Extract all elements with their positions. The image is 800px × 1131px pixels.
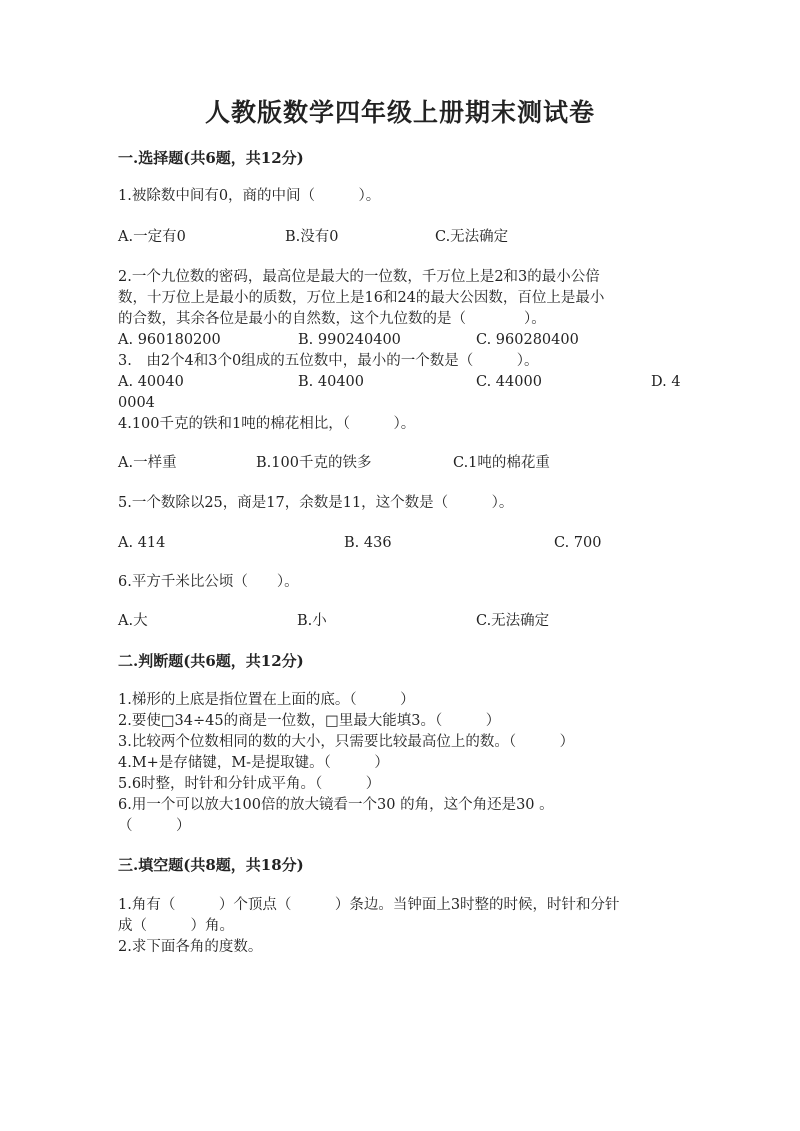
option-c: C. 700 (554, 535, 602, 551)
question-stem-cont: 数，十万位上是最小的质数，万位上是16和24的最大公因数，百位上是最小 (118, 290, 605, 306)
option-b: B. 40400 (298, 374, 365, 390)
section-heading-choice: 一.选择题(共6题，共12分) (118, 149, 304, 167)
section-heading-judgement: 二.判断题(共6题，共12分) (118, 652, 304, 670)
question-stem: 4.100千克的铁和1吨的棉花相比，（ ）。 (118, 416, 416, 432)
option-b: B.小 (297, 613, 327, 629)
option-b: B.100千克的铁多 (256, 455, 372, 471)
option-a: A. 40040 (118, 374, 184, 390)
question-stem: 3. 由2个4和3个0组成的五位数中，最小的一个数是（ ）。 (118, 353, 539, 369)
judgement-item: 3.比较两个位数相同的数的大小，只需要比较最高位上的数。（ ） (118, 734, 575, 750)
option-b: B. 990240400 (298, 332, 401, 348)
option-b: B.没有0 (285, 229, 339, 245)
option-c: C. 960280400 (476, 332, 579, 348)
option-c: C. 44000 (476, 374, 542, 390)
option-d: D. 4 (651, 374, 681, 390)
option-a: A.一定有0 (118, 229, 186, 245)
option-a: A. 414 (118, 535, 166, 551)
option-a: A. 960180200 (118, 332, 221, 348)
judgement-item: 2.要使□34÷45的商是一位数，□里最大能填3。（ ） (118, 713, 501, 729)
fill-in-question: 1.角有（ ）个顶点（ ）条边。当钟面上3时整的时候，时针和分针 (118, 897, 620, 913)
judgement-item: 4.M+是存储键，M-是提取键。（ ） (118, 755, 389, 771)
question-stem: 1.被除数中间有0，商的中间（ ）。 (118, 188, 381, 204)
section-heading-fill-in: 三.填空题(共8题，共18分) (118, 856, 304, 874)
page-title: 人教版数学四年级上册期末测试卷 (204, 98, 595, 127)
judgement-item-cont: （ ） (118, 818, 191, 834)
option-c: C.无法确定 (435, 229, 509, 245)
option-b: B. 436 (344, 535, 392, 551)
option-d-cont: 0004 (118, 395, 155, 411)
fill-in-question: 2.求下面各角的度数。 (118, 939, 263, 955)
question-stem-cont: 的合数，其余各位是最小的自然数，这个九位数的是（ ）。 (118, 311, 546, 327)
option-c: C.1吨的棉花重 (453, 455, 550, 471)
fill-in-question-cont: 成（ ）角。 (118, 918, 234, 934)
question-stem: 2.一个九位数的密码，最高位是最大的一位数，千万位上是2和3的最小公倍 (118, 269, 600, 285)
question-stem: 5.一个数除以25，商是17，余数是11，这个数是（ ）。 (118, 495, 514, 511)
judgement-item: 6.用一个可以放大100倍的放大镜看一个30 的角，这个角还是30 。 (118, 797, 554, 813)
option-a: A.大 (118, 613, 148, 629)
judgement-item: 5.6时整，时针和分针成平角。（ ） (118, 776, 381, 792)
judgement-item: 1.梯形的上底是指位置在上面的底。（ ） (118, 692, 415, 708)
question-stem: 6.平方千米比公顷（ ）。 (118, 574, 299, 590)
option-a: A.一样重 (118, 455, 177, 471)
option-c: C.无法确定 (476, 613, 550, 629)
